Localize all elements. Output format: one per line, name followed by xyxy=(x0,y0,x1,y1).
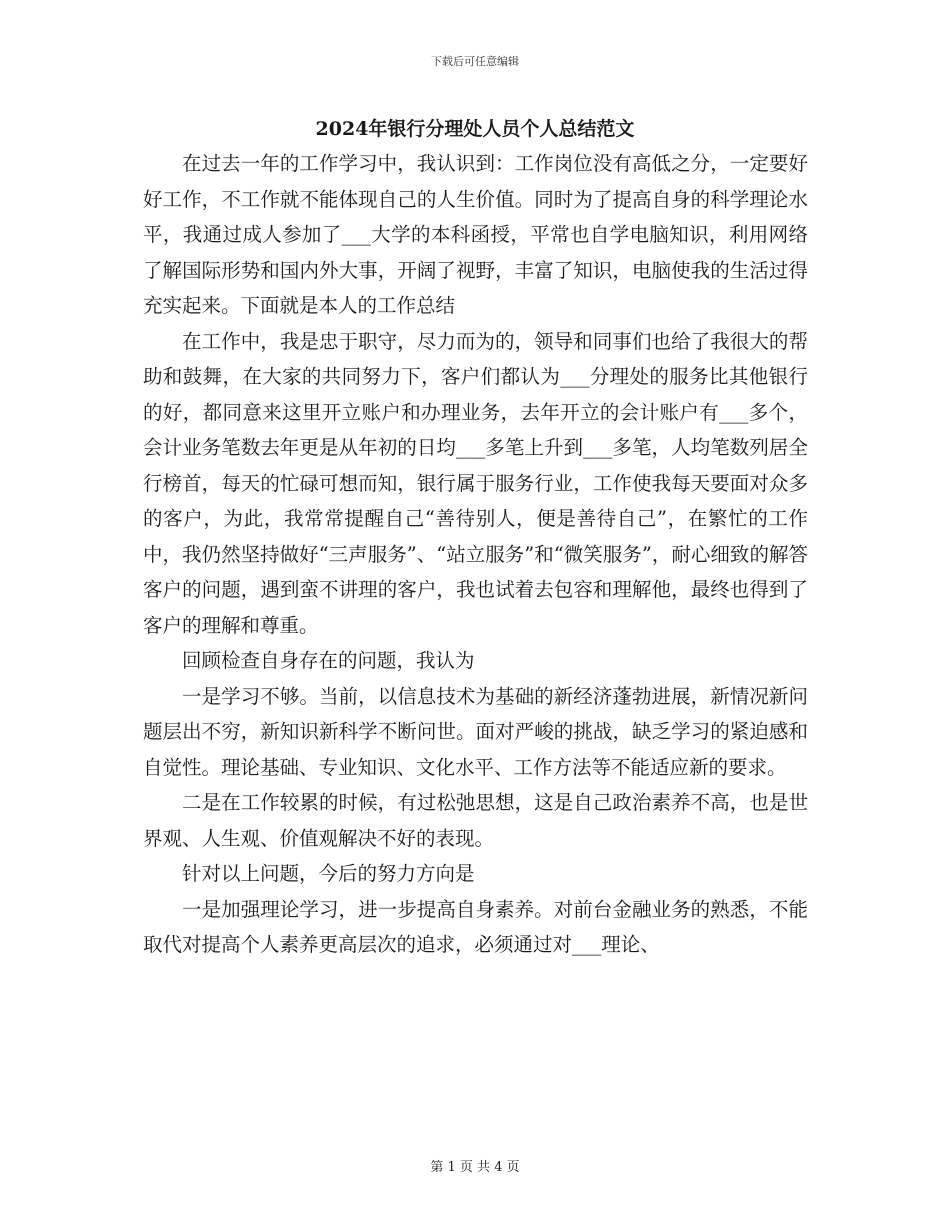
page-header-note: 下载后可任意编辑 xyxy=(431,55,519,68)
paragraph-work: 在工作中，我是忠于职守，尽力而为的，领导和同事们也给了我很大的帮助和鼓舞，在大家的共同努力下，客户们都认为___分理处的服务比其他银行的好，都同意来这里开立账户和办理业务，去年开立的会计账户有___多个，会计业务笔数去年更是从年初的日均___多笔上升到___多笔，人均笔数列居全行榜首，每天的忙碌可想而知，银行属于服务行业，工作使我每天要面对众多的客户，为此，我常常提醒自己“善待别人，便是善待自己”，在繁忙的工作中，我仍然坚持做好“三声服务”、“站立服务”和“微笑服务”，耐心细致的解答客户的问题，遇到蛮不讲理的客户，我也试着去包容和理解他，最终也得到了客户的理解和尊重。 xyxy=(143,329,808,637)
document-title: 2024年银行分理处人员个人总结范文 xyxy=(315,118,635,140)
paragraph-issue-two: 二是在工作较累的时候，有过松弛思想，这是自己政治素养不高，也是世界观、人生观、价值观解决不好的表现。 xyxy=(143,791,808,850)
paragraph-direction-one: 一是加强理论学习，进一步提高自身素养。对前台金融业务的熟悉，不能取代对提高个人素养更高层次的追求，必须通过对___理论、 xyxy=(143,897,808,956)
document-body xyxy=(143,146,808,963)
page-number: 第 1 页 共 4 页 xyxy=(430,1160,520,1175)
paragraph-intro: 在过去一年的工作学习中，我认识到：工作岗位没有高低之分，一定要好好工作，不工作就不能体现自己的人生价值。同时为了提高自身的科学理论水平，我通过成人参加了___大学的本科函授，平常也自学电脑知识，利用网络了解国际形势和国内外大事，开阔了视野，丰富了知识，电脑使我的生活过得充实起来。下面就是本人的工作总结 xyxy=(143,152,808,317)
paragraph-review-intro: 回顾检查自身存在的问题，我认为 xyxy=(182,649,475,672)
paragraph-direction-intro: 针对以上问题，今后的努力方向是 xyxy=(182,862,475,885)
paragraph-issue-one: 一是学习不够。当前，以信息技术为基础的新经济蓬勃进展，新情况新问题层出不穷，新知识新科学不断问世。面对严峻的挑战，缺乏学习的紧迫感和自觉性。理论基础、专业知识、文化水平、工作方法等不能适应新的要求。 xyxy=(143,684,808,779)
